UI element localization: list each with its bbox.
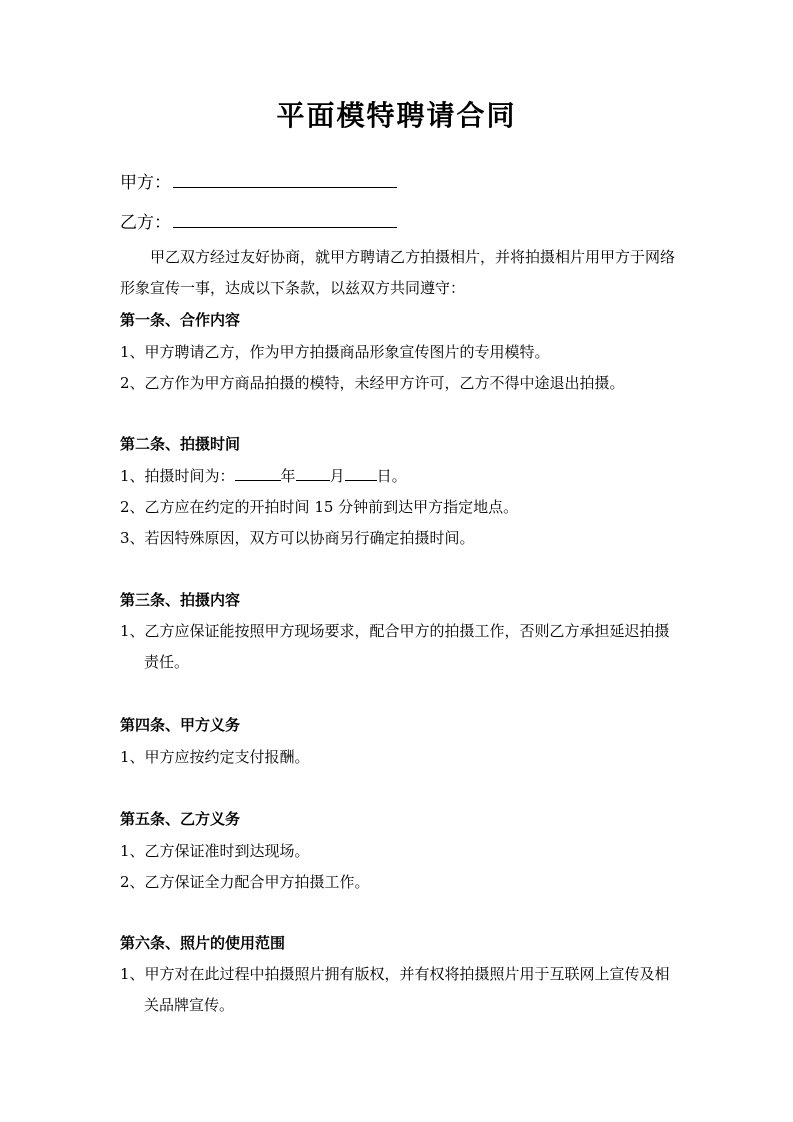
clause-item: 1、甲方对在此过程中拍摄照片拥有版权，并有权将拍摄照片用于互联网上宣传及相关品牌宣传。: [120, 965, 670, 1014]
year-label: 年: [280, 467, 296, 485]
party-b-line: [120, 209, 397, 235]
party-b-blank: [173, 209, 397, 228]
date-prefix: 1、拍摄时间为：: [120, 467, 235, 485]
clause-item: 1、乙方保证准时到达现场。: [120, 842, 310, 860]
section-heading: 第四条、甲方义务: [120, 716, 241, 734]
section-heading: 第五条、乙方义务: [120, 810, 241, 828]
day-label: 日。: [376, 467, 407, 485]
clause-item: 2、乙方作为甲方商品拍摄的模特，未经甲方许可，乙方不得中途退出拍摄。: [120, 374, 625, 392]
year-blank: [235, 465, 281, 481]
clause-item: 1、甲方应按约定支付报酬。: [120, 748, 310, 766]
party-a-label: 甲方：: [120, 173, 171, 193]
clause-item: 2、乙方保证全力配合甲方拍摄工作。: [120, 873, 370, 891]
clause-item: 1、乙方应保证能按照甲方现场要求，配合甲方的拍摄工作，否则乙方承担延迟拍摄责任。: [120, 622, 670, 671]
party-a-line: [120, 169, 397, 195]
section-heading: 第一条、合作内容: [120, 311, 241, 329]
clause-item: 3、若因特殊原因，双方可以协商另行确定拍摄时间。: [120, 529, 475, 547]
party-a-blank: [173, 169, 397, 188]
intro-paragraph: 甲乙双方经过友好协商，就甲方聘请乙方拍摄相片，并将拍摄相片用甲方于网络形象宣传一事，达成以下条款，以兹双方共同遵守：: [120, 248, 676, 297]
clause-item: 2、乙方应在约定的开拍时间 15 分钟前到达甲方指定地点。: [120, 498, 519, 516]
day-blank: [345, 465, 377, 481]
section-heading: 第六条、照片的使用范围: [120, 934, 286, 952]
clause-item: 1、甲方聘请乙方，作为甲方拍摄商品形象宣传图片的专用模特。: [120, 343, 550, 361]
section-heading: 第三条、拍摄内容: [120, 591, 241, 609]
section-heading: 第二条、拍摄时间: [120, 435, 241, 453]
party-b-label: 乙方：: [120, 213, 171, 233]
clause-item-date: [120, 464, 407, 488]
month-label: 月: [329, 467, 345, 485]
document-title: 平面模特聘请合同: [276, 99, 517, 132]
month-blank: [296, 465, 330, 481]
